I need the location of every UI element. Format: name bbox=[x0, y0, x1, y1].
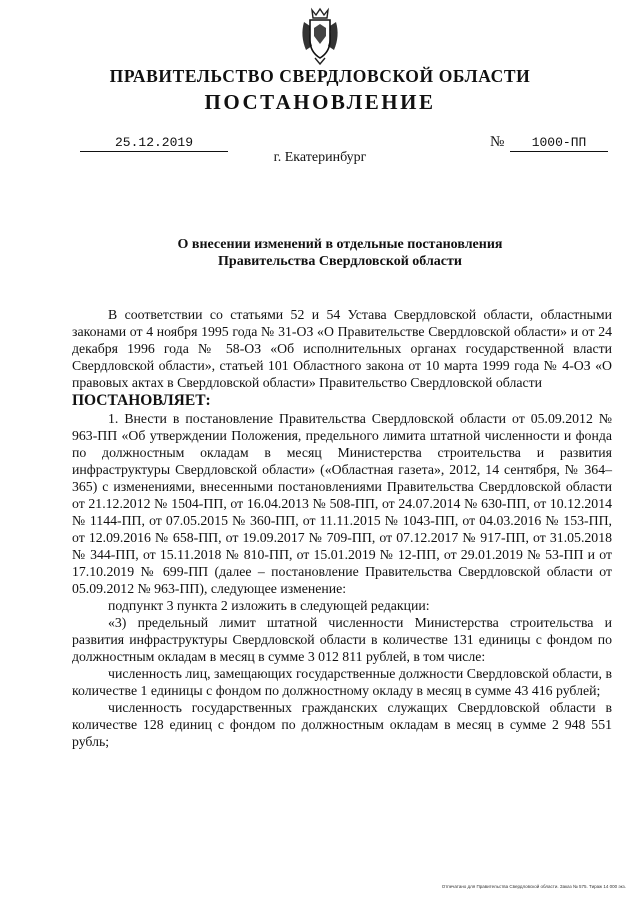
part-1-paragraph: численность лиц, замещающих государственные должности Свердловской области, в количестве 1 единицы с фондом по должностному окладу в месяц в сумме 43 416 рублей; bbox=[72, 666, 612, 698]
subitem-paragraph: подпункт 3 пункта 2 изложить в следующей редакции: bbox=[108, 598, 430, 613]
document-number: 1000-ПП bbox=[510, 134, 608, 152]
part-2-paragraph: численность государственных гражданских служащих Свердловской области в количестве 128 единиц с фондом по должностным окладам в месяц в сумме 2 948 551 рубль; bbox=[72, 700, 612, 749]
item-1-paragraph: 1. Внести в постановление Правительства Свердловской области от 05.09.2012 № 963-ПП «Об утверждении Положения, предельного лимита штатной численности и фонда по должностным окладам в месяц Министерства строительства и развития инфраструктуры Свердловской области» («Областная газета», 2012, 14 сентября, № 364–365) с изменениями, внесенными постановлениями Правительства Свердловской области от 21.12.2012 № 1504-ПП, от 16.04.2013 № 508-ПП, от 24.07.2014 № 630-ПП, от 10.12.2014 № 1144-ПП, от 07.05.2015 № 360-ПП, от 11.11.2015 № 1043-ПП, от 04.03.2016 № 153-ПП, от 12.09.2016 № 658-ПП, от 19.09.2017 № 709-ПП, от 07.12.2017 № 917-ПП, от 31.05.2018 № 344-ПП, от 15.11.2018 № 810-ПП, от 15.01.2019 № 12-ПП, от 29.01.2019 № 53-ПП и от 17.10.2019 № 699-ПП (далее – постановление Правительства Свердловской области от 05.09.2012 № 963-ПП), следующее изменение: bbox=[72, 411, 612, 596]
resolve-heading: ПОСТАНОВЛЯЕТ: bbox=[72, 392, 211, 409]
title-line-2: Правительства Свердловской области bbox=[218, 254, 462, 269]
quote-paragraph: «3) предельный лимит штатной численности Министерства строительства и развития инфраструктуры Свердловской области в количестве 131 единицы с фондом по должностным окладам в месяц в сумме 3 012 811 рублей, в том числе: bbox=[72, 615, 612, 664]
document-city: г. Екатеринбург bbox=[273, 150, 367, 165]
document-type: ПОСТАНОВЛЕНИЕ bbox=[204, 90, 436, 114]
government-name: ПРАВИТЕЛЬСТВО СВЕРДЛОВСКОЙ ОБЛАСТИ bbox=[109, 66, 531, 86]
document-title bbox=[0, 236, 640, 270]
coat-of-arms-icon bbox=[298, 6, 342, 66]
number-label: № bbox=[490, 134, 505, 150]
document-date: 25.12.2019 bbox=[80, 134, 228, 152]
title-line-1: О внесении изменений в отдельные постановления bbox=[177, 237, 503, 252]
document-body bbox=[72, 306, 612, 750]
preamble-paragraph: В соответствии со статьями 52 и 54 Устава Свердловской области, областными законами от 4 ноября 1995 года № 31-ОЗ «О Правительстве Свердловской области» и от 24 декабря 1996 года № 58-ОЗ «Об исполнительных органах государственной власти Свердловской области», статьей 101 Областного закона от 10 марта 1999 года № 4-ОЗ «О правовых актах в Свердловской области» Правительство Свердловской области bbox=[72, 307, 612, 390]
print-footer: Отпечатано для Правительства Свердловской области. Заказ № 575. Тираж 14 000 экз. bbox=[441, 884, 626, 889]
